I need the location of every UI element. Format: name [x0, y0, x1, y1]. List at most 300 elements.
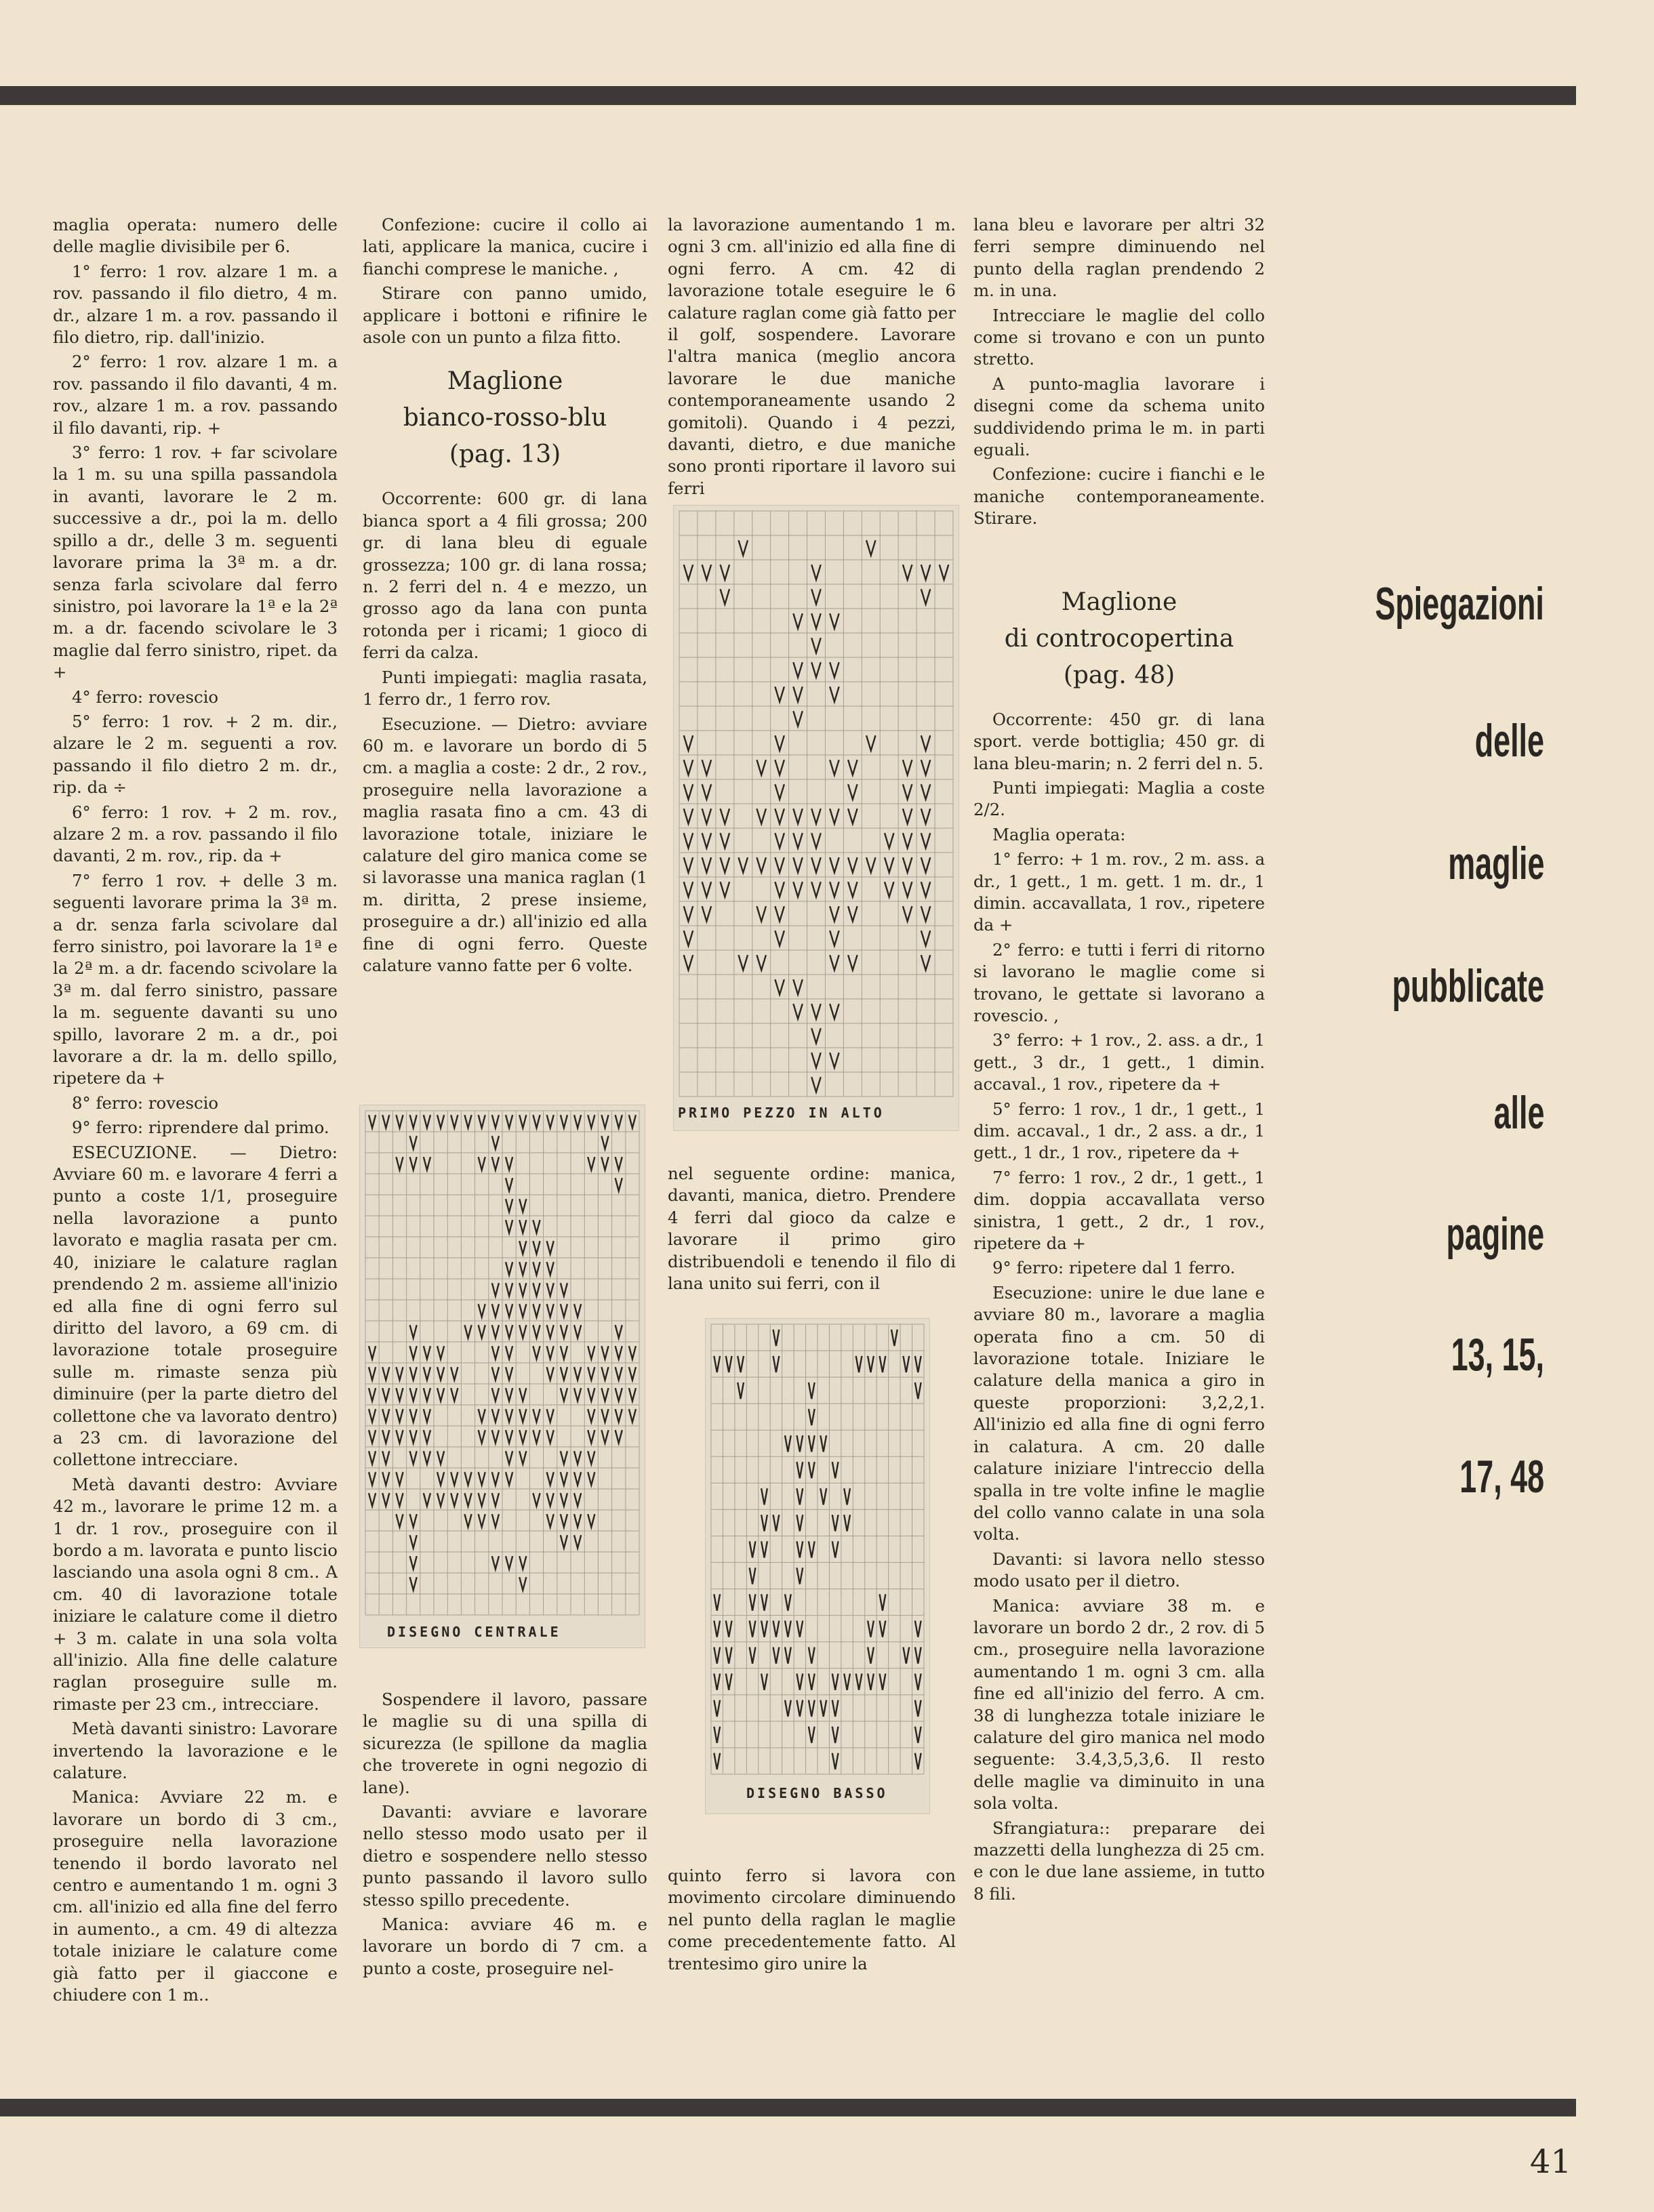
stitch-mark: [410, 1409, 417, 1422]
stitch-mark: [437, 1346, 444, 1359]
stitch-mark: [574, 1388, 581, 1401]
top-rule: [0, 86, 1576, 105]
stitch-mark: [848, 955, 857, 970]
stitch-mark: [464, 1325, 471, 1338]
stitch-mark: [519, 1451, 526, 1464]
stitch-mark: [832, 1700, 839, 1717]
stitch-mark: [561, 1346, 567, 1359]
stitch-mark: [464, 1472, 471, 1485]
stitch-mark: [832, 1515, 839, 1531]
stitch-mark: [796, 1515, 803, 1531]
heading-line: (pag. 13): [449, 441, 561, 469]
paragraph: Sospendere il lavoro, passare le maglie su di una spilla di sicurezza (le spillone da maglia che troverete in ogni negozio di lane).: [363, 1689, 647, 1797]
stitch-mark: [773, 1330, 780, 1346]
stitch-mark: [588, 1472, 594, 1485]
stitch-mark: [547, 1262, 554, 1275]
stitch-mark: [574, 1535, 581, 1548]
stitch-mark: [629, 1388, 636, 1401]
stitch-mark: [479, 1304, 485, 1317]
stitch-mark: [832, 1541, 839, 1557]
stitch-mark: [721, 882, 729, 897]
stitch-mark: [775, 760, 784, 775]
stitch-mark: [506, 1556, 512, 1569]
stitch-mark: [866, 540, 875, 555]
paragraph: 1° ferro: 1 rov. alzare 1 m. a rov. passando il filo dietro, 4 m. dr., alzare 1 m. a rov. passando il filo dietro, rip. dall'inizio.: [53, 261, 338, 348]
column-2-bottom: [363, 1689, 647, 1982]
stitch-mark: [506, 1283, 512, 1296]
stitch-mark: [533, 1493, 540, 1506]
stitch-mark: [547, 1472, 554, 1485]
stitch-mark: [616, 1346, 622, 1359]
stitch-mark: [811, 833, 820, 848]
stitch-mark: [547, 1304, 554, 1317]
stitch-mark: [464, 1514, 471, 1527]
stitch-mark: [726, 1620, 732, 1637]
paragraph: Punti impiegati: maglia rasata, 1 ferro dr., 1 ferro rov.: [363, 667, 647, 710]
stitch-mark: [561, 1535, 567, 1548]
stitch-mark: [880, 1594, 886, 1610]
stitch-mark: [382, 1409, 389, 1422]
stitch-mark: [410, 1367, 417, 1380]
stitch-mark: [848, 760, 857, 775]
heading-line: bianco-rosso-blu: [403, 404, 607, 432]
stitch-mark: [830, 1052, 839, 1067]
paragraph: 5° ferro: 1 rov., 1 dr., 1 gett., 1 dim. accaval., 1 dr., 2 ass. a dr., 1 gett., 1 dr., 1 rov., ripetere da +: [973, 1099, 1265, 1163]
stitch-mark: [793, 833, 802, 848]
paragraph: lana bleu e lavorare per altri 32 ferri sempre diminuendo nel punto della raglan prendendo 2 m. in una.: [973, 215, 1265, 301]
stitch-mark: [492, 1472, 499, 1485]
stitch-mark: [820, 1435, 826, 1452]
stitch-mark: [702, 808, 711, 823]
stitch-mark: [574, 1472, 581, 1485]
knit-chart-grid: [674, 506, 959, 1102]
stitch-mark: [714, 1647, 720, 1664]
stitch-mark: [479, 1409, 485, 1422]
stitch-mark: [856, 1356, 862, 1372]
stitch-mark: [547, 1367, 554, 1380]
stitch-mark: [750, 1541, 756, 1557]
stitch-mark: [547, 1409, 554, 1422]
stitch-mark: [684, 906, 693, 921]
stitch-mark: [714, 1594, 720, 1610]
stitch-mark: [721, 857, 729, 872]
stitch-mark: [561, 1493, 567, 1506]
stitch-mark: [451, 1493, 458, 1506]
paragraph: 6° ferro: 1 rov. + 2 m. rov., alzare 2 m. a rov. passando il filo davanti, 2 m. rov., rip. da +: [53, 802, 338, 866]
stitch-mark: [796, 1620, 803, 1637]
stitch-mark: [775, 882, 784, 897]
stitch-mark: [830, 930, 839, 945]
stitch-mark: [396, 1115, 403, 1128]
stitch-mark: [830, 906, 839, 921]
stitch-mark: [775, 808, 784, 823]
stitch-mark: [809, 1541, 815, 1557]
stitch-mark: [616, 1388, 622, 1401]
stitch-mark: [424, 1493, 430, 1506]
stitch-mark: [830, 1004, 839, 1019]
stitch-mark: [601, 1430, 608, 1443]
stitch-mark: [761, 1620, 767, 1637]
stitch-mark: [616, 1367, 622, 1380]
stitch-mark: [796, 1700, 803, 1717]
paragraph: Manica: avviare 38 m. e lavorare un bordo 2 dr., 2 rov. di 5 cm., proseguire nella lavorazione aumentando 1 m. ogni 3 cm. alla fine ed all'inizio del ferro. A cm. 38 di lunghezza totale iniziare le calature del giro manica nel modo seguente: 3.4,3,5,3,6. Il resto delle maglie va diminuito in una sola volta.: [973, 1595, 1265, 1814]
stitch-mark: [588, 1115, 594, 1128]
side-title-line: 13, 15,: [1451, 1329, 1544, 1380]
stitch-mark: [588, 1157, 594, 1170]
stitch-mark: [903, 1647, 909, 1664]
stitch-mark: [721, 589, 729, 604]
paragraph: quinto ferro si lavora con movimento circolare diminuendo nel punto della raglan le maglie come precedentemente fatto. Al trentesimo giro unire la: [668, 1866, 956, 1973]
paragraph: Manica: avviare 46 m. e lavorare un bordo di 7 cm. a punto a coste, proseguire nel-: [363, 1914, 647, 1978]
stitch-mark: [903, 906, 912, 921]
stitch-mark: [506, 1178, 512, 1191]
stitch-mark: [721, 808, 729, 823]
stitch-mark: [921, 808, 930, 823]
heading-line: Maglione: [447, 367, 563, 396]
stitch-mark: [547, 1430, 554, 1443]
stitch-mark: [809, 1727, 815, 1743]
stitch-mark: [757, 760, 765, 775]
stitch-mark: [506, 1430, 512, 1443]
paragraph: 2° ferro: e tutti i ferri di ritorno si lavorano le maglie come si trovano, le gettate si lavorano a rovescio. ,: [973, 939, 1265, 1025]
stitch-mark: [830, 857, 839, 872]
stitch-mark: [726, 1356, 732, 1372]
paragraph: Esecuzione. — Dietro: avviare 60 m. e lavorare un bordo di 5 cm. a maglia a coste: 2 dr., 2 rov., proseguire nella lavorazione a maglia rasata fino a cm. 43 di lavorazione totale, iniziare le calature del giro manica come se si lavorasse una manica raglan (1 m. diritta, 2 prese insieme, proseguire a dr.) all'inizio ed alla fine di ogni ferro. Queste calature vanno fatte per 6 volte.: [363, 714, 647, 975]
stitch-mark: [903, 808, 912, 823]
stitch-mark: [601, 1115, 608, 1128]
stitch-mark: [410, 1346, 417, 1359]
stitch-mark: [811, 808, 820, 823]
stitch-mark: [492, 1325, 499, 1338]
stitch-mark: [561, 1115, 567, 1128]
paragraph: Manica: Avviare 22 m. e lavorare un bordo di 3 cm., proseguire nella lavorazione tenendo il bordo lavorato nel centro e aumentando 1 m. ogni 3 cm. all'inizio ed alla fine del ferro in aumento., a cm. 49 di altezza totale iniziare le calature come già fatto per il giaccone e chiudere con 1 m..: [53, 1787, 338, 2005]
column-2: [363, 214, 647, 979]
stitch-mark: [775, 784, 784, 799]
stitch-mark: [811, 1028, 820, 1043]
stitch-mark: [868, 1356, 874, 1372]
stitch-mark: [519, 1241, 526, 1254]
stitch-mark: [915, 1727, 921, 1743]
stitch-mark: [519, 1262, 526, 1275]
column-3-middle: [668, 1163, 956, 1297]
stitch-mark: [775, 857, 784, 872]
stitch-mark: [506, 1199, 512, 1212]
side-title-line: 17, 48: [1459, 1451, 1544, 1502]
stitch-mark: [382, 1388, 389, 1401]
stitch-mark: [396, 1430, 403, 1443]
stitch-mark: [880, 1674, 886, 1690]
stitch-mark: [775, 979, 784, 994]
stitch-mark: [811, 857, 820, 872]
stitch-mark: [479, 1472, 485, 1485]
stitch-mark: [492, 1136, 499, 1149]
stitch-mark: [492, 1430, 499, 1443]
stitch-mark: [757, 857, 765, 872]
paragraph: 8° ferro: rovescio: [72, 1092, 219, 1113]
stitch-mark: [410, 1514, 417, 1527]
stitch-mark: [820, 1488, 826, 1504]
stitch-mark: [492, 1493, 499, 1506]
stitch-mark: [533, 1346, 540, 1359]
stitch-mark: [479, 1514, 485, 1527]
stitch-mark: [903, 882, 912, 897]
stitch-mark: [868, 1620, 874, 1637]
stitch-mark: [492, 1304, 499, 1317]
stitch-mark: [369, 1346, 376, 1359]
paragraph: A punto-maglia lavorare i disegni come da schema unito suddividendo prima le m. in parti eguali.: [973, 373, 1265, 460]
stitch-mark: [750, 1594, 756, 1610]
stitch-mark: [921, 955, 930, 970]
paragraph: Confezione: cucire il collo ai lati, applicare la manica, cucire i fianchi comprese le maniche. ,: [363, 215, 647, 279]
stitch-mark: [684, 565, 693, 579]
stitch-mark: [616, 1409, 622, 1422]
paragraph: Sfrangiatura:: preparare dei mazzetti della lunghezza di 25 cm. e con le due lane assieme, in tutto 8 fili.: [973, 1818, 1265, 1904]
stitch-mark: [547, 1241, 554, 1254]
stitch-mark: [775, 833, 784, 848]
stitch-mark: [588, 1514, 594, 1527]
stitch-mark: [915, 1647, 921, 1664]
stitch-mark: [714, 1356, 720, 1372]
stitch-mark: [574, 1514, 581, 1527]
stitch-mark: [903, 833, 912, 848]
stitch-mark: [809, 1674, 815, 1690]
stitch-mark: [519, 1556, 526, 1569]
stitch-mark: [738, 1356, 744, 1372]
stitch-mark: [848, 906, 857, 921]
stitch-mark: [574, 1451, 581, 1464]
stitch-mark: [479, 1325, 485, 1338]
stitch-mark: [492, 1283, 499, 1296]
stitch-mark: [880, 1620, 886, 1637]
stitch-mark: [396, 1388, 403, 1401]
paragraph: Metà davanti sinistro: Lavorare invertendo la lavorazione e le calature.: [53, 1719, 338, 1783]
stitch-mark: [547, 1283, 554, 1296]
stitch-mark: [775, 687, 784, 701]
stitch-mark: [519, 1283, 526, 1296]
heading-line: di controcopertina: [1004, 624, 1234, 653]
stitch-mark: [775, 906, 784, 921]
stitch-mark: [885, 857, 893, 872]
stitch-mark: [793, 1004, 802, 1019]
stitch-mark: [519, 1199, 526, 1212]
stitch-mark: [714, 1674, 720, 1690]
stitch-mark: [519, 1430, 526, 1443]
stitch-mark: [921, 784, 930, 799]
stitch-mark: [519, 1304, 526, 1317]
stitch-mark: [629, 1409, 636, 1422]
stitch-mark: [773, 1620, 780, 1637]
stitch-mark: [424, 1409, 430, 1422]
stitch-mark: [811, 1004, 820, 1019]
stitch-mark: [830, 662, 839, 677]
stitch-mark: [921, 565, 930, 579]
stitch-mark: [811, 565, 820, 579]
stitch-mark: [492, 1115, 499, 1128]
stitch-mark: [921, 930, 930, 945]
paragraph: Maglia operata:: [992, 824, 1126, 844]
stitch-mark: [616, 1157, 622, 1170]
stitch-mark: [506, 1304, 512, 1317]
stitch-mark: [714, 1727, 720, 1743]
stitch-mark: [410, 1556, 417, 1569]
paragraph: maglia operata: numero delle delle maglie divisibile per 6.: [53, 215, 338, 257]
stitch-mark: [396, 1472, 403, 1485]
stitch-mark: [775, 735, 784, 750]
stitch-mark: [811, 662, 820, 677]
stitch-mark: [561, 1514, 567, 1527]
side-title-line: pagine: [1446, 1208, 1544, 1260]
paragraph: ESECUZIONE. — Dietro: Avviare 60 m. e lavorare 4 ferri a punto a coste 1/1, proseguire nella lavorazione a punto lavorato e maglia rasata per cm. 40, iniziare le calature raglan prendendo 2 m. assieme all'inizio ed alla fine di ogni ferro sul diritto del lavoro, a 69 cm. di lavorazione totale proseguire sulle m. rimaste senza più diminuire (per la parte dietro del collettone che va lavorato dentro) a 23 cm. di lavorazione del collettone intrecciare.: [53, 1142, 338, 1470]
column-4: [973, 214, 1265, 1908]
stitch-mark: [793, 613, 802, 628]
stitch-mark: [738, 1382, 744, 1399]
stitch-mark: [832, 1462, 839, 1478]
paragraph: 9° ferro: riprendere dal primo.: [72, 1118, 329, 1138]
stitch-mark: [601, 1388, 608, 1401]
stitch-mark: [796, 1541, 803, 1557]
stitch-mark: [830, 882, 839, 897]
heading-line: (pag. 48): [1063, 661, 1175, 689]
stitch-mark: [519, 1325, 526, 1338]
stitch-mark: [684, 760, 693, 775]
stitch-mark: [464, 1115, 471, 1128]
stitch-mark: [547, 1325, 554, 1338]
stitch-mark: [574, 1493, 581, 1506]
stitch-mark: [506, 1157, 512, 1170]
stitch-mark: [410, 1325, 417, 1338]
stitch-mark: [915, 1382, 921, 1399]
stitch-mark: [702, 906, 711, 921]
stitch-mark: [437, 1115, 444, 1128]
stitch-mark: [506, 1367, 512, 1380]
stitch-mark: [492, 1367, 499, 1380]
stitch-mark: [533, 1241, 540, 1254]
stitch-mark: [588, 1367, 594, 1380]
stitch-mark: [519, 1409, 526, 1422]
stitch-mark: [506, 1220, 512, 1233]
stitch-mark: [921, 760, 930, 775]
bottom-rule: [0, 2099, 1576, 2116]
heading-bianco-rosso-blu: [363, 363, 647, 473]
stitch-mark: [915, 1700, 921, 1717]
stitch-mark: [424, 1157, 430, 1170]
stitch-mark: [369, 1493, 376, 1506]
stitch-mark: [561, 1325, 567, 1338]
stitch-mark: [885, 882, 893, 897]
paragraph: Metà davanti destro: Avviare 42 m., lavorare le prime 12 m. a 1 dr. 1 rov., proseguire con il bordo a m. lavorata e punto liscio lasciando una asola ogni 8 cm.. A cm. 40 di lavorazione totale iniziare le calature come il dietro + 3 m. calate in una sola volta all'inizio. Alla fine delle calature raglan proseguire sulle m. rimaste per 23 cm., intrecciare.: [53, 1474, 338, 1714]
stitch-mark: [561, 1304, 567, 1317]
stitch-mark: [757, 955, 765, 970]
stitch-mark: [739, 955, 748, 970]
stitch-mark: [793, 662, 802, 677]
stitch-mark: [903, 1356, 909, 1372]
stitch-mark: [561, 1451, 567, 1464]
side-title-line: pubblicate: [1392, 960, 1544, 1012]
stitch-mark: [811, 589, 820, 604]
stitch-mark: [809, 1409, 815, 1425]
stitch-mark: [616, 1115, 622, 1128]
stitch-mark: [793, 857, 802, 872]
stitch-mark: [714, 1620, 720, 1637]
chart-caption: DISEGNO CENTRALE: [387, 1624, 561, 1640]
stitch-mark: [684, 833, 693, 848]
stitch-mark: [830, 955, 839, 970]
stitch-mark: [479, 1430, 485, 1443]
stitch-mark: [903, 857, 912, 872]
stitch-mark: [437, 1451, 444, 1464]
stitch-mark: [702, 833, 711, 848]
stitch-mark: [547, 1115, 554, 1128]
stitch-mark: [396, 1409, 403, 1422]
stitch-mark: [492, 1556, 499, 1569]
paragraph: nel seguente ordine: manica, davanti, manica, dietro. Prendere 4 ferri dal gioco da calze e lavorare il primo giro distribuendoli e tenendo il filo di lana unito sui ferri, con il: [668, 1164, 956, 1294]
paragraph: 9° ferro: ripetere dal 1 ferro.: [992, 1258, 1236, 1278]
stitch-mark: [866, 857, 875, 872]
stitch-mark: [809, 1700, 815, 1717]
stitch-mark: [702, 784, 711, 799]
stitch-mark: [761, 1541, 767, 1557]
stitch-mark: [921, 857, 930, 872]
stitch-mark: [773, 1356, 780, 1372]
stitch-mark: [588, 1409, 594, 1422]
stitch-mark: [533, 1283, 540, 1296]
stitch-mark: [757, 906, 765, 921]
stitch-mark: [811, 882, 820, 897]
stitch-mark: [369, 1430, 376, 1443]
stitch-mark: [506, 1451, 512, 1464]
stitch-mark: [811, 613, 820, 628]
stitch-mark: [369, 1409, 376, 1422]
stitch-mark: [492, 1514, 499, 1527]
stitch-mark: [506, 1115, 512, 1128]
stitch-mark: [940, 565, 948, 579]
stitch-mark: [492, 1409, 499, 1422]
chart-disegno-basso: [705, 1318, 930, 1814]
stitch-mark: [382, 1493, 389, 1506]
stitch-mark: [915, 1753, 921, 1769]
paragraph: 4° ferro: rovescio: [72, 687, 219, 707]
stitch-mark: [726, 1674, 732, 1690]
stitch-mark: [588, 1388, 594, 1401]
stitch-mark: [921, 882, 930, 897]
stitch-mark: [702, 857, 711, 872]
stitch-mark: [809, 1382, 815, 1399]
stitch-mark: [492, 1157, 499, 1170]
stitch-mark: [921, 833, 930, 848]
stitch-mark: [750, 1568, 756, 1584]
stitch-mark: [561, 1388, 567, 1401]
stitch-mark: [811, 1077, 820, 1092]
stitch-mark: [796, 1674, 803, 1690]
stitch-mark: [519, 1388, 526, 1401]
stitch-mark: [561, 1283, 567, 1296]
stitch-mark: [479, 1115, 485, 1128]
stitch-mark: [506, 1388, 512, 1401]
stitch-mark: [796, 1488, 803, 1504]
stitch-mark: [547, 1514, 554, 1527]
column-3: [668, 214, 956, 502]
stitch-mark: [785, 1700, 791, 1717]
side-title-line: delle: [1474, 715, 1544, 766]
stitch-mark: [574, 1367, 581, 1380]
stitch-mark: [775, 930, 784, 945]
paragraph: 3° ferro: 1 rov. + far scivolare la 1 m. su una spilla passandola in avanti, lavorare le 2 m. successive a dr., poi la m. dello spillo a dr., delle 3 m. seguenti lavorare prima la 3ª m. a dr. senza farla scivolare dal ferro sinistro, poi lavorare la 1ª e la 2ª m. a dr. facendo scivolare le 3 maglie dal ferro sinistro, ripet. da +: [53, 443, 338, 682]
stitch-mark: [424, 1115, 430, 1128]
stitch-mark: [793, 979, 802, 994]
stitch-mark: [533, 1430, 540, 1443]
side-title-line: Spiegazioni: [1375, 578, 1544, 630]
stitch-mark: [811, 1052, 820, 1067]
